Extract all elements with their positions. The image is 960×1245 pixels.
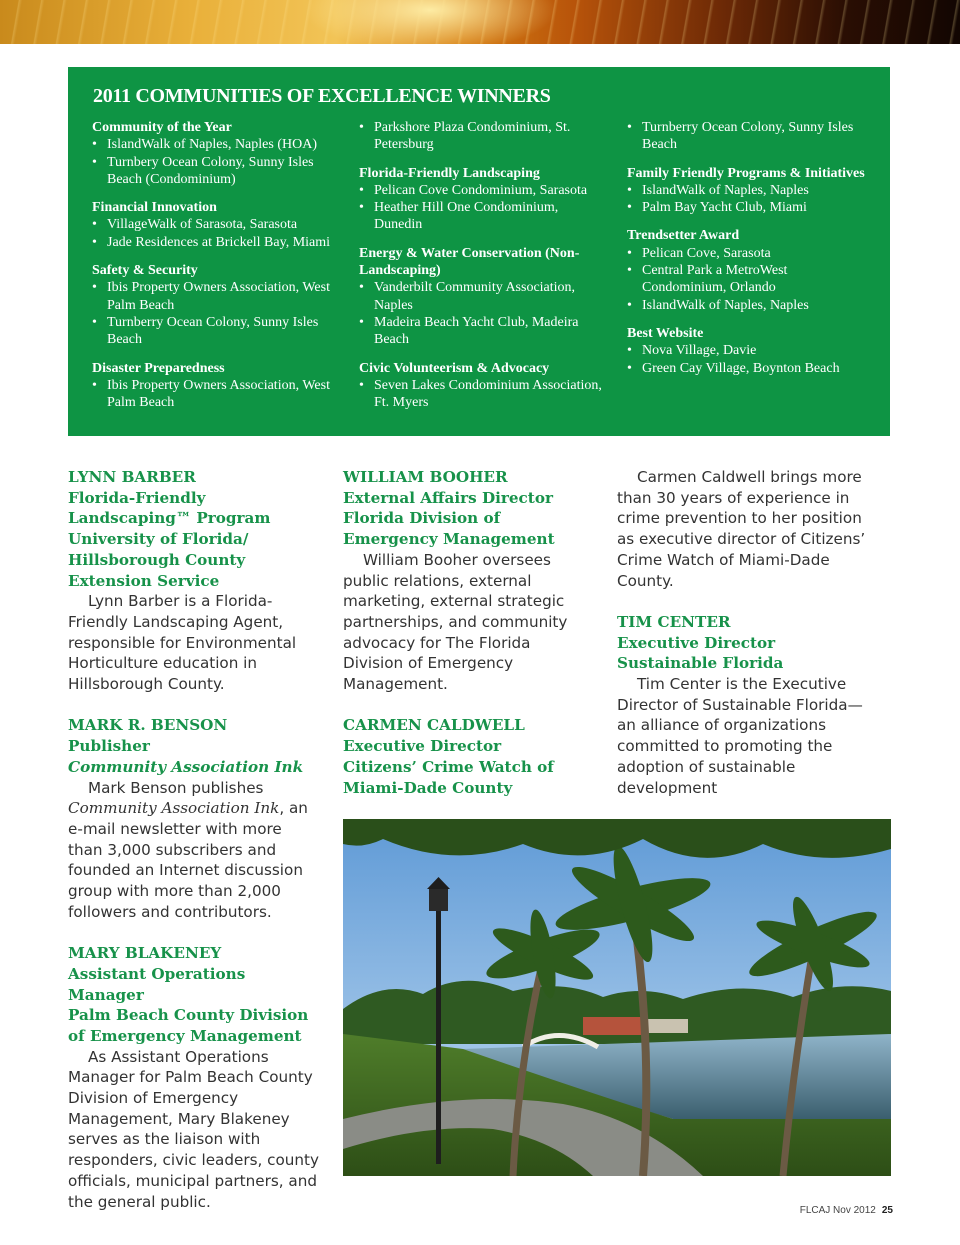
category-financial-innovation: Financial Innovation • VillageWalk of Sarasota, Sarasota • Jade Residences at Brickell Bay, Miami <box>92 199 342 251</box>
category-disaster-preparedness: Disaster Preparedness • Ibis Property Owners Association, West Palm Beach <box>92 360 342 412</box>
list-item: • IslandWalk of Naples, Naples <box>627 182 867 199</box>
bio-text: Carmen Caldwell brings more than 30 years of experience in crime prevention to her position as executive director of Citizens’ Crime Watch of Miami-Dade County. <box>617 468 866 590</box>
landscape-photo <box>343 819 891 1176</box>
category-civic-volunteerism: Civic Volunteerism & Advocacy • Seven Lakes Condominium Association, Ft. Myers <box>359 360 609 412</box>
bio-mary-blakeney: MARY BLAKENEY Assistant Operations Manager Palm Beach County Division of Emergency Management As Assistant Operations Manager for Palm Beach County Division of Emergency Management, Mary Blakeney serves as the liaison with responders, civic leaders, county officials, municipal partners, and the general public. <box>68 944 319 1211</box>
bio-column-2 <box>343 467 591 798</box>
list-item: • IslandWalk of Naples, Naples <box>627 297 867 314</box>
list-item: • IslandWalk of Naples, Naples (HOA) <box>92 136 342 153</box>
list-item: • Pelican Cove Condominium, Sarasota <box>359 182 609 199</box>
bio-name: MARY BLAKENEY <box>68 944 222 963</box>
winners-column-3 <box>627 119 867 377</box>
bio-mark-benson: MARK R. BENSON Publisher Community Association Ink Mark Benson publishes Community Association Ink, an e-mail newsletter with more than 3,000 subscribers and founded an Internet discussion group with more than 2,000 followers and contributors. <box>68 715 320 922</box>
list-item: • Central Park a MetroWest Condominium, Orlando <box>627 262 867 297</box>
winners-column-2 <box>359 119 609 411</box>
bio-name: TIM CENTER <box>617 612 731 631</box>
bio-text: Tim Center is the Executive Director of Sustainable Florida—an alliance of organizations committed to promoting the adoption of sustainable development <box>617 675 863 797</box>
list-item: • Ibis Property Owners Association, West Palm Beach <box>92 279 342 314</box>
list-item: • Green Cay Village, Boynton Beach <box>627 360 867 377</box>
list-item: • Parkshore Plaza Condominium, St. Petersburg <box>359 119 609 154</box>
list-item: • Turnberry Ocean Colony, Sunny Isles Beach <box>92 314 342 349</box>
winners-title: 2011 COMMUNITIES OF EXCELLENCE WINNERS <box>93 85 551 107</box>
list-item: • Madeira Beach Yacht Club, Madeira Beach <box>359 314 609 349</box>
list-item: • Vanderbilt Community Association, Naples <box>359 279 609 314</box>
bio-carmen-caldwell-header: CARMEN CALDWELL Executive Director Citizens’ Crime Watch of Miami-Dade County <box>343 715 591 798</box>
category-continued <box>627 119 867 154</box>
category-energy-water: Energy & Water Conservation (Non-Landscaping) • Vanderbilt Community Association, Naples • Madeira Beach Yacht Club, Madeira Beach <box>359 245 609 349</box>
category-best-website: Best Website • Nova Village, Davie • Green Cay Village, Boynton Beach <box>627 325 867 377</box>
list-item: • Heather Hill One Condominium, Dunedin <box>359 199 609 234</box>
bio-william-booher: WILLIAM BOOHER External Affairs Director Florida Division of Emergency Management William Booher oversees public relations, external marketing, external strategic partnerships, and community advocacy for The Florida Division of Emergency Management. <box>343 467 591 695</box>
bio-text: Lynn Barber is a Florida-Friendly Landscaping Agent, responsible for Environmental Horticulture education in Hillsborough County. <box>68 592 297 694</box>
category-safety-security: Safety & Security • Ibis Property Owners Association, West Palm Beach • Turnberry Ocean Colony, Sunny Isles Beach <box>92 262 342 348</box>
category-community-of-year: Community of the Year • IslandWalk of Naples, Naples (HOA) • Turnbery Ocean Colony, Sunny Isles Beach (Condominium) <box>92 119 342 188</box>
page-number: 25 <box>881 1205 893 1216</box>
bio-column-3 <box>617 467 867 798</box>
winners-column-1 <box>92 119 342 411</box>
winners-box <box>68 67 890 436</box>
list-item: • Jade Residences at Brickell Bay, Miami <box>92 234 342 251</box>
list-item: • VillageWalk of Sarasota, Sarasota <box>92 216 342 233</box>
list-item: • Turnbery Ocean Colony, Sunny Isles Beach (Condominium) <box>92 154 342 189</box>
bio-tim-center: TIM CENTER Executive Director Sustainable Florida Tim Center is the Executive Director of Sustainable Florida—an alliance of organizations committed to promoting the adoption of sustainable development <box>617 612 867 798</box>
bio-text: William Booher oversees public relations, external marketing, external strategic partnerships, and community advocacy for The Florida Division of Emergency Management. <box>343 550 568 694</box>
bio-text: As Assistant Operations Manager for Palm Beach County Division of Emergency Management, Mary Blakeney serves as the liaison with responders, civic leaders, county officials, municipal partners, and the general public. <box>68 1047 319 1211</box>
bio-name: MARK R. BENSON <box>68 716 228 735</box>
list-item: • Pelican Cove, Sarasota <box>627 245 867 262</box>
list-item: • Nova Village, Davie <box>627 342 867 359</box>
category-continued <box>359 119 609 154</box>
list-item: • Seven Lakes Condominium Association, Ft. Myers <box>359 377 609 412</box>
bio-name: CARMEN CALDWELL <box>343 716 525 735</box>
list-item: • Palm Bay Yacht Club, Miami <box>627 199 867 216</box>
bio-name: LYNN BARBER <box>68 468 196 486</box>
category-florida-friendly-landscaping: Florida-Friendly Landscaping • Pelican Cove Condominium, Sarasota • Heather Hill One Condominium, Dunedin <box>359 165 609 234</box>
header-banner <box>0 0 960 44</box>
page-footer <box>800 1205 893 1216</box>
category-family-friendly: Family Friendly Programs & Initiatives • IslandWalk of Naples, Naples • Palm Bay Yacht Club, Miami <box>627 165 867 217</box>
bio-carmen-caldwell-text <box>617 467 867 591</box>
bio-column-1 <box>68 467 320 1212</box>
list-item: • Turnberry Ocean Colony, Sunny Isles Beach <box>627 119 867 154</box>
list-item: • Ibis Property Owners Association, West Palm Beach <box>92 377 342 412</box>
magazine-issue: FLCAJ Nov 2012 <box>799 1205 876 1216</box>
bio-text: Mark Benson publishes Community Association Ink, an e-mail newsletter with more than 3,000 subscribers and founded an Internet discussion group with more than 2,000 followers and contributors. <box>68 778 308 921</box>
bio-lynn-barber: LYNN BARBER Florida-Friendly Landscaping™ Program University of Florida/ Hillsborough County Extension Service Lynn Barber is a Florida-Friendly Landscaping Agent, responsible for Environmental Horticulture education in Hillsborough County. <box>68 467 320 695</box>
category-trendsetter: Trendsetter Award • Pelican Cove, Sarasota • Central Park a MetroWest Condominium, Orlando • IslandWalk of Naples, Naples <box>627 227 867 313</box>
bio-name: WILLIAM BOOHER <box>343 468 508 486</box>
